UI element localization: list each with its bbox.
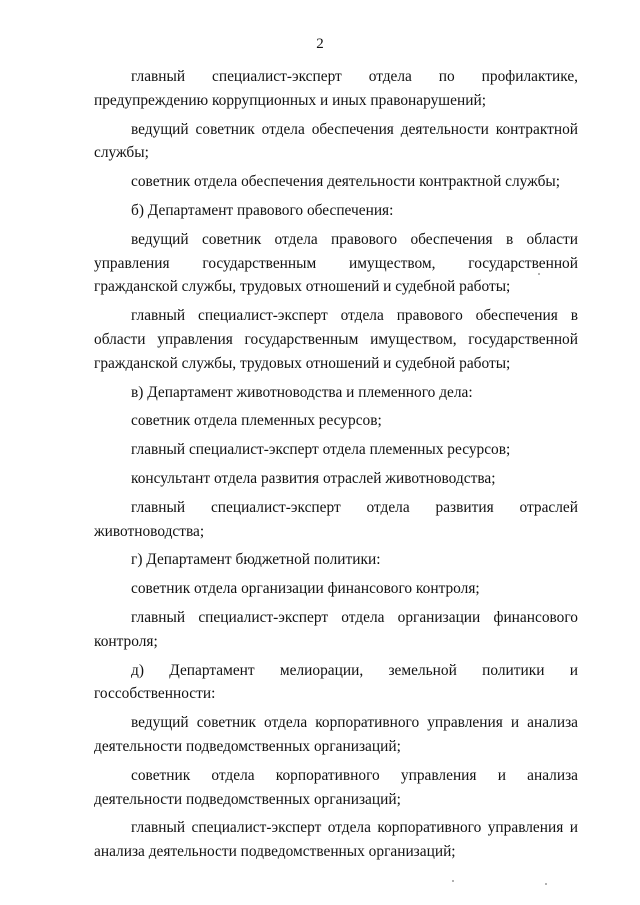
heading-budget-department: г) Департамент бюджетной политики:	[131, 551, 381, 569]
scan-speck	[452, 880, 454, 882]
page-number: 2	[316, 36, 324, 52]
heading-melioration-department: д) Департамент мелиорации, земельной политики и госсобственности:	[94, 661, 578, 703]
paragraph-anticorruption-specialist: главный специалист-эксперт отдела по профилактике, предупреждению коррупционных и иных правонарушений;	[94, 68, 578, 109]
paragraph-livestock-specialist: главный специалист-эксперт отдела развития отраслей животноводства;	[94, 498, 578, 540]
paragraph-breeding-advisor: советник отдела племенных ресурсов;	[131, 412, 382, 430]
heading-legal-department: б) Департамент правового обеспечения:	[131, 201, 394, 219]
paragraph-corporate-lead-advisor: ведущий советник отдела корпоративного управления и анализа деятельности подведомственных организаций;	[94, 714, 578, 755]
paragraph-finance-control-advisor: советник отдела организации финансового контроля;	[131, 580, 480, 598]
paragraph-finance-control-specialist: главный специалист-эксперт отдела организации финансового контроля;	[94, 608, 578, 650]
heading-livestock-department: в) Департамент животноводства и племенного дела:	[131, 383, 473, 401]
scan-speck	[545, 883, 547, 885]
paragraph-contract-lead-advisor: ведущий советник отдела обеспечения деятельности контрактной службы;	[94, 120, 578, 162]
paragraph-livestock-consultant: консультант отдела развития отраслей животноводства;	[131, 469, 496, 487]
paragraph-breeding-specialist: главный специалист-эксперт отдела племенных ресурсов;	[131, 441, 511, 459]
paragraph-contract-advisor: советник отдела обеспечения деятельности контрактной службы;	[131, 173, 561, 191]
paragraph-legal-lead-advisor: ведущий советник отдела правового обеспечения в области управления государственным имуществом, государственной гражданской службы, трудовых отношений и судебной работы;	[94, 230, 578, 296]
paragraph-corporate-advisor: советник отдела корпоративного управления и анализа деятельности подведомственных организаций;	[94, 766, 578, 808]
document-body	[94, 65, 578, 869]
scan-speck	[538, 273, 540, 275]
paragraph-legal-specialist: главный специалист-эксперт отдела правового обеспечения в области управления государственным имуществом, государственной гражданской службы, трудовых отношений и судебной работы;	[94, 307, 578, 372]
paragraph-corporate-specialist: главный специалист-эксперт отдела корпоративного управления и анализа деятельности подведомственных организаций;	[94, 819, 578, 861]
